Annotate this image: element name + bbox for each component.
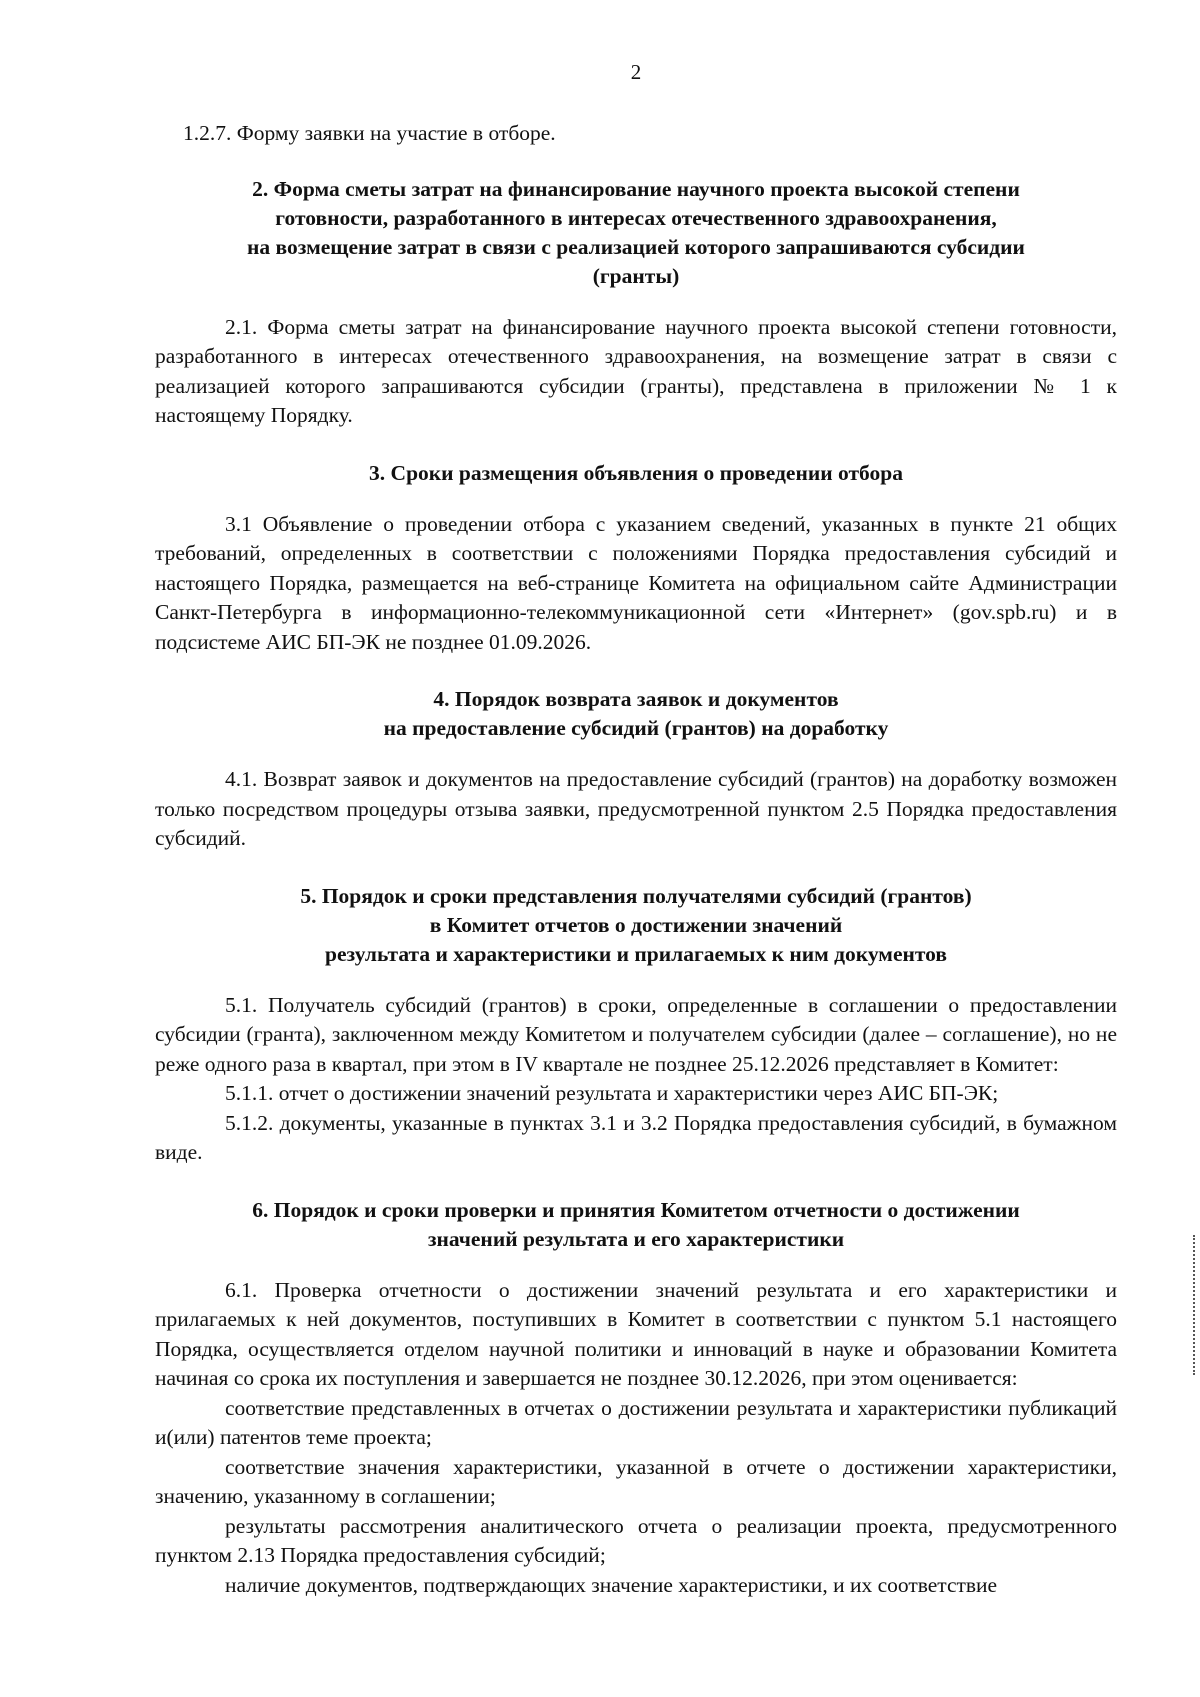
page-number: 2 [630,60,642,84]
paragraph-3-1: 3.1 Объявление о проведении отбора с указанием сведений, указанных в пункте 21 общих требований, определенных в соответствии с положениями Порядка предоставления субсидий и настоящего Порядка, размещается на веб-странице Комитета на официальном сайте Администрации Санкт-Петербурга в информационно-телекоммуникационной сети «Интернет» (gov.spb.ru) и в подсистеме АИС БП-ЭК не позднее 01.09.2026. [155,511,1117,654]
section-5-heading [175,882,1097,969]
paragraph-5-1-2: 5.1.2. документы, указанные в пунктах 3.1 и 3.2 Порядка предоставления субсидий, в бумажном виде. [155,1110,1117,1164]
section-5-heading-line: результата и характеристики и прилагаемых к ним документов [325,941,947,966]
section-4-heading-line: 4. Порядок возврата заявок и документов [433,687,839,711]
section-6-heading [175,1196,1097,1254]
section-2-heading-line: готовности, разработанного в интересах отечественного здравоохранения, [275,205,997,230]
section-6-heading-line: значений результата и его характеристики [427,1226,845,1251]
paragraph-4-1: 4.1. Возврат заявок и документов на предоставление субсидий (грантов) на доработку возможен только посредством процедуры отзыва заявки, предусмотренной пунктом 2.5 Порядка предоставления субсидий. [155,767,1117,850]
paragraph-2-1: 2.1. Форма сметы затрат на финансирование научного проекта высокой степени готовности, разработанного в интересах отечественного здравоохранения, на возмещение затрат в связи с реализацией которого запрашиваются субсидии (гранты), представлена в приложении № 1 к настоящему Порядку. [155,314,1117,427]
section-5-heading-line: 5. Порядок и сроки представления получателями субсидий (грантов) [300,883,972,908]
document-body [155,60,1117,1600]
section-2-heading-line: 2. Форма сметы затрат на финансирование научного проекта высокой степени [252,176,1020,201]
paragraph-6-1-item: соответствие значения характеристики, указанной в отчете о достижении характеристики, значению, указанному в соглашении; [155,1454,1117,1508]
paragraph-6-1: 6.1. Проверка отчетности о достижении значений результата и его характеристики и прилагаемых к ней документов, поступивших в Комитет в соответствии с пунктом 5.1 настоящего Порядка, осуществляется отделом научной политики и инноваций в науке и образовании Комитета начиная со срока их поступления и завершается не позднее 30.12.2026, при этом оценивается: [155,1277,1117,1390]
section-2-heading [175,175,1097,291]
intro-item-1-2-7: 1.2.7. Форму заявки на участие в отборе. [183,121,556,145]
section-3-heading [175,459,1097,488]
paragraph-5-1: 5.1. Получатель субсидий (грантов) в сроки, определенные в соглашении о предоставлении субсидии (гранта), заключенном между Комитетом и получателем субсидии (далее – соглашение), но не реже одного раза в квартал, при этом в IV квартале не позднее 25.12.2026 представляет в Комитет: [155,992,1117,1076]
scan-edge-mark [1193,1235,1197,1375]
section-4-heading-line: на предоставление субсидий (грантов) на доработку [383,716,889,740]
section-6-heading-line: 6. Порядок и сроки проверки и принятия Комитетом отчетности о достижении [252,1197,1020,1222]
paragraph-5-1-1: 5.1.1. отчет о достижении значений результата и характеристики через АИС БП-ЭК; [225,1081,999,1105]
paragraph-6-1-item: результаты рассмотрения аналитического отчета о реализации проекта, предусмотренного пунктом 2.13 Порядка предоставления субсидий; [155,1513,1117,1567]
section-3-heading-line: 3. Сроки размещения объявления о проведении отбора [369,460,903,485]
section-2-heading-line: на возмещение затрат в связи с реализацией которого запрашиваются субсидии [247,234,1025,259]
section-5-heading-line: в Комитет отчетов о достижении значений [429,912,843,937]
section-2-heading-line: (гранты) [592,263,680,288]
paragraph-6-1-item: наличие документов, подтверждающих значение характеристики, и их соответствие [225,1572,998,1597]
section-4-heading [175,685,1097,743]
paragraph-6-1-item: соответствие представленных в отчетах о достижении результата и характеристики публикаций и(или) патентов теме проекта; [155,1395,1117,1449]
